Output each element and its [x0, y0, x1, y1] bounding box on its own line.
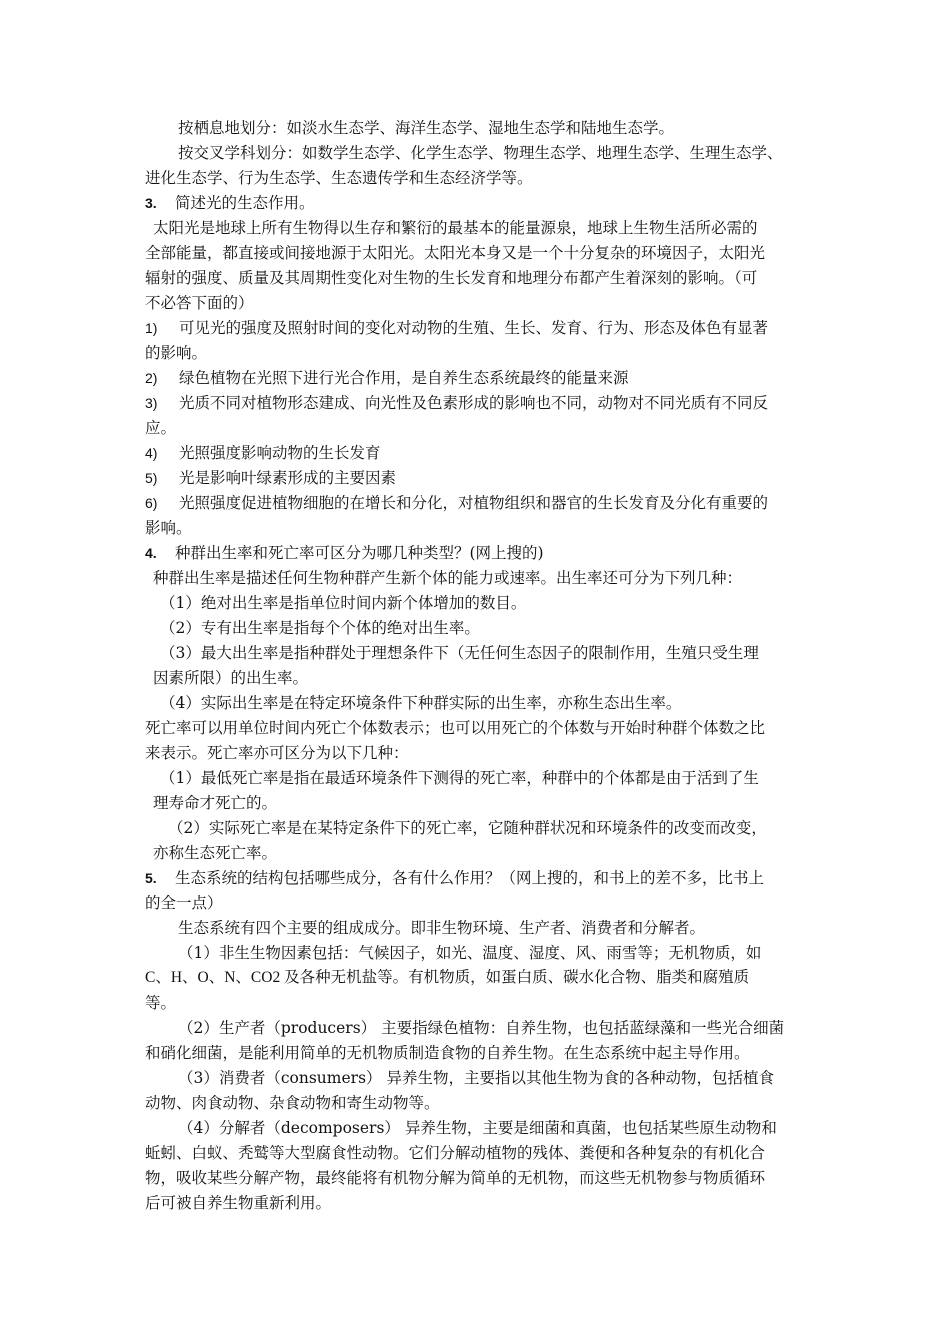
text-line: （4）分解者（decomposers） 异养生物，主要是细菌和真菌，也包括某些原生动物和 — [178, 1119, 777, 1137]
text-line: （2）生产者（producers） 主要指绿色植物：自养生物，也包括蓝绿藻和一些光合细菌 — [178, 1019, 785, 1037]
text-line: 死亡率可以用单位时间内死亡个体数表示；也可以用死亡的个体数与开始时种群个体数之比 — [145, 719, 766, 737]
text-line: （3）消费者（consumers） 异养生物，主要指以其他生物为食的各种动物，包括植食 — [178, 1069, 774, 1087]
question-heading-5 — [145, 868, 764, 888]
item-text: 可见光的强度及照射时间的变化对动物的生殖、生长、发育、行为、形态及体色有显著 — [179, 319, 769, 337]
text-line: 辐射的强度、质量及其周期性变化对生物的生长发育和地理分布都产生着深刻的影响。（可 — [145, 269, 758, 287]
text-line: C、H、O、N、CO2 及各种无机盐等。有机物质，如蛋白质、碳水化合物、脂类和腐殖质 — [145, 969, 750, 986]
text-line: （1）最低死亡率是指在最适环境条件下测得的死亡率，种群中的个体都是由于活到了生 — [160, 769, 759, 787]
text-line: 因素所限）的出生率。 — [153, 669, 309, 687]
item-text: 光照强度影响动物的生长发育 — [179, 444, 381, 462]
text-line: 理寿命才死亡的。 — [153, 794, 278, 812]
item-text: 光质不同对植物形态建成、向光性及色素形成的影响也不同，动物对不同光质有不同反 — [179, 394, 769, 412]
text-line: 蚯蚓、白蚁、秃鹫等大型腐食性动物。它们分解动植物的残体、粪便和各种复杂的有机化合 — [145, 1144, 766, 1162]
text-line: 来表示。死亡率亦可区分为以下几种： — [145, 744, 409, 762]
item-number: 1) — [145, 320, 158, 336]
text-line: 亦称生态死亡率。 — [153, 844, 278, 862]
text-line: 和硝化细菌，是能利用简单的无机物质制造食物的自养生物。在生态系统中起主导作用。 — [145, 1044, 750, 1062]
item-text: 绿色植物在光照下进行光合作用，是自养生态系统最终的能量来源 — [179, 369, 629, 387]
text-line: （1）绝对出生率是指单位时间内新个体增加的数目。 — [160, 594, 527, 612]
item-text: 光是影响叶绿素形成的主要因素 — [179, 469, 397, 487]
item-number: 2) — [145, 370, 158, 386]
list-item — [145, 318, 768, 338]
list-item — [145, 493, 768, 513]
question-heading-4 — [145, 543, 544, 563]
question-number: 5. — [145, 870, 157, 886]
text-line: 物，吸收某些分解产物，最终能将有机物分解为简单的无机物，而这些无机物参与物质循环 — [145, 1169, 766, 1187]
list-item — [145, 393, 768, 413]
item-text: 光照强度促进植物细胞的在增长和分化，对植物组织和器官的生长发育及分化有重要的 — [179, 494, 769, 512]
text-line: 不必答下面的） — [145, 294, 254, 312]
question-number: 3. — [145, 195, 157, 211]
text-line: 等。 — [145, 994, 177, 1012]
question-text: 种群出生率和死亡率可区分为哪几种类型？(网上搜的) — [175, 544, 544, 562]
item-number: 3) — [145, 395, 158, 411]
text-line: 按交叉学科划分：如数学生态学、化学生态学、物理生态学、地理生态学、生理生态学、 — [178, 144, 783, 162]
question-text: 生态系统的结构包括哪些成分，各有什么作用？（网上搜的，和书上的差不多，比书上 — [175, 869, 765, 887]
text-line: 种群出生率是描述任何生物种群产生新个体的能力或速率。出生率还可分为下列几种： — [153, 569, 743, 587]
text-line: 太阳光是地球上所有生物得以生存和繁衍的最基本的能量源泉，地球上生物生活所必需的 — [153, 219, 758, 237]
item-number: 6) — [145, 495, 158, 511]
item-number: 5) — [145, 470, 158, 486]
text-line: 动物、肉食动物、杂食动物和寄生动物等。 — [145, 1094, 440, 1112]
text-line: 进化生态学、行为生态学、生态遗传学和生态经济学等。 — [145, 169, 533, 187]
text-line: （2）实际死亡率是在某特定条件下的死亡率，它随种群状况和环境条件的改变而改变， — [168, 819, 767, 837]
text-line: 影响。 — [145, 519, 192, 537]
text-line: 后可被自养生物重新利用。 — [145, 1194, 332, 1212]
item-number: 4) — [145, 445, 158, 461]
text-line: 应。 — [145, 419, 177, 437]
text-line: （1）非生生物因素包括：气候因子，如光、温度、湿度、风、雨雪等；无机物质，如 — [178, 944, 762, 962]
question-heading-3 — [145, 193, 315, 213]
text-line: 全部能量，都直接或间接地源于太阳光。太阳光本身又是一个十分复杂的环境因子，太阳光 — [145, 244, 766, 262]
text-line: （3）最大出生率是指种群处于理想条件下（无任何生态因子的限制作用，生殖只受生理 — [160, 644, 759, 662]
list-item — [145, 368, 629, 388]
text-line: （4）实际出生率是在特定环境条件下种群实际的出生率，亦称生态出生率。 — [160, 694, 682, 712]
text-line: （2）专有出生率是指每个个体的绝对出生率。 — [160, 619, 480, 637]
text-line: 生态系统有四个主要的组成成分。即非生物环境、生产者、消费者和分解者。 — [178, 919, 706, 937]
text-line: 按栖息地划分：如淡水生态学、海洋生态学、湿地生态学和陆地生态学。 — [178, 119, 675, 137]
question-number: 4. — [145, 545, 157, 561]
text-line: 的全一点） — [145, 894, 223, 912]
question-text: 简述光的生态作用。 — [175, 194, 315, 212]
text-line: 的影响。 — [145, 344, 208, 362]
list-item — [145, 468, 396, 488]
list-item — [145, 443, 381, 463]
